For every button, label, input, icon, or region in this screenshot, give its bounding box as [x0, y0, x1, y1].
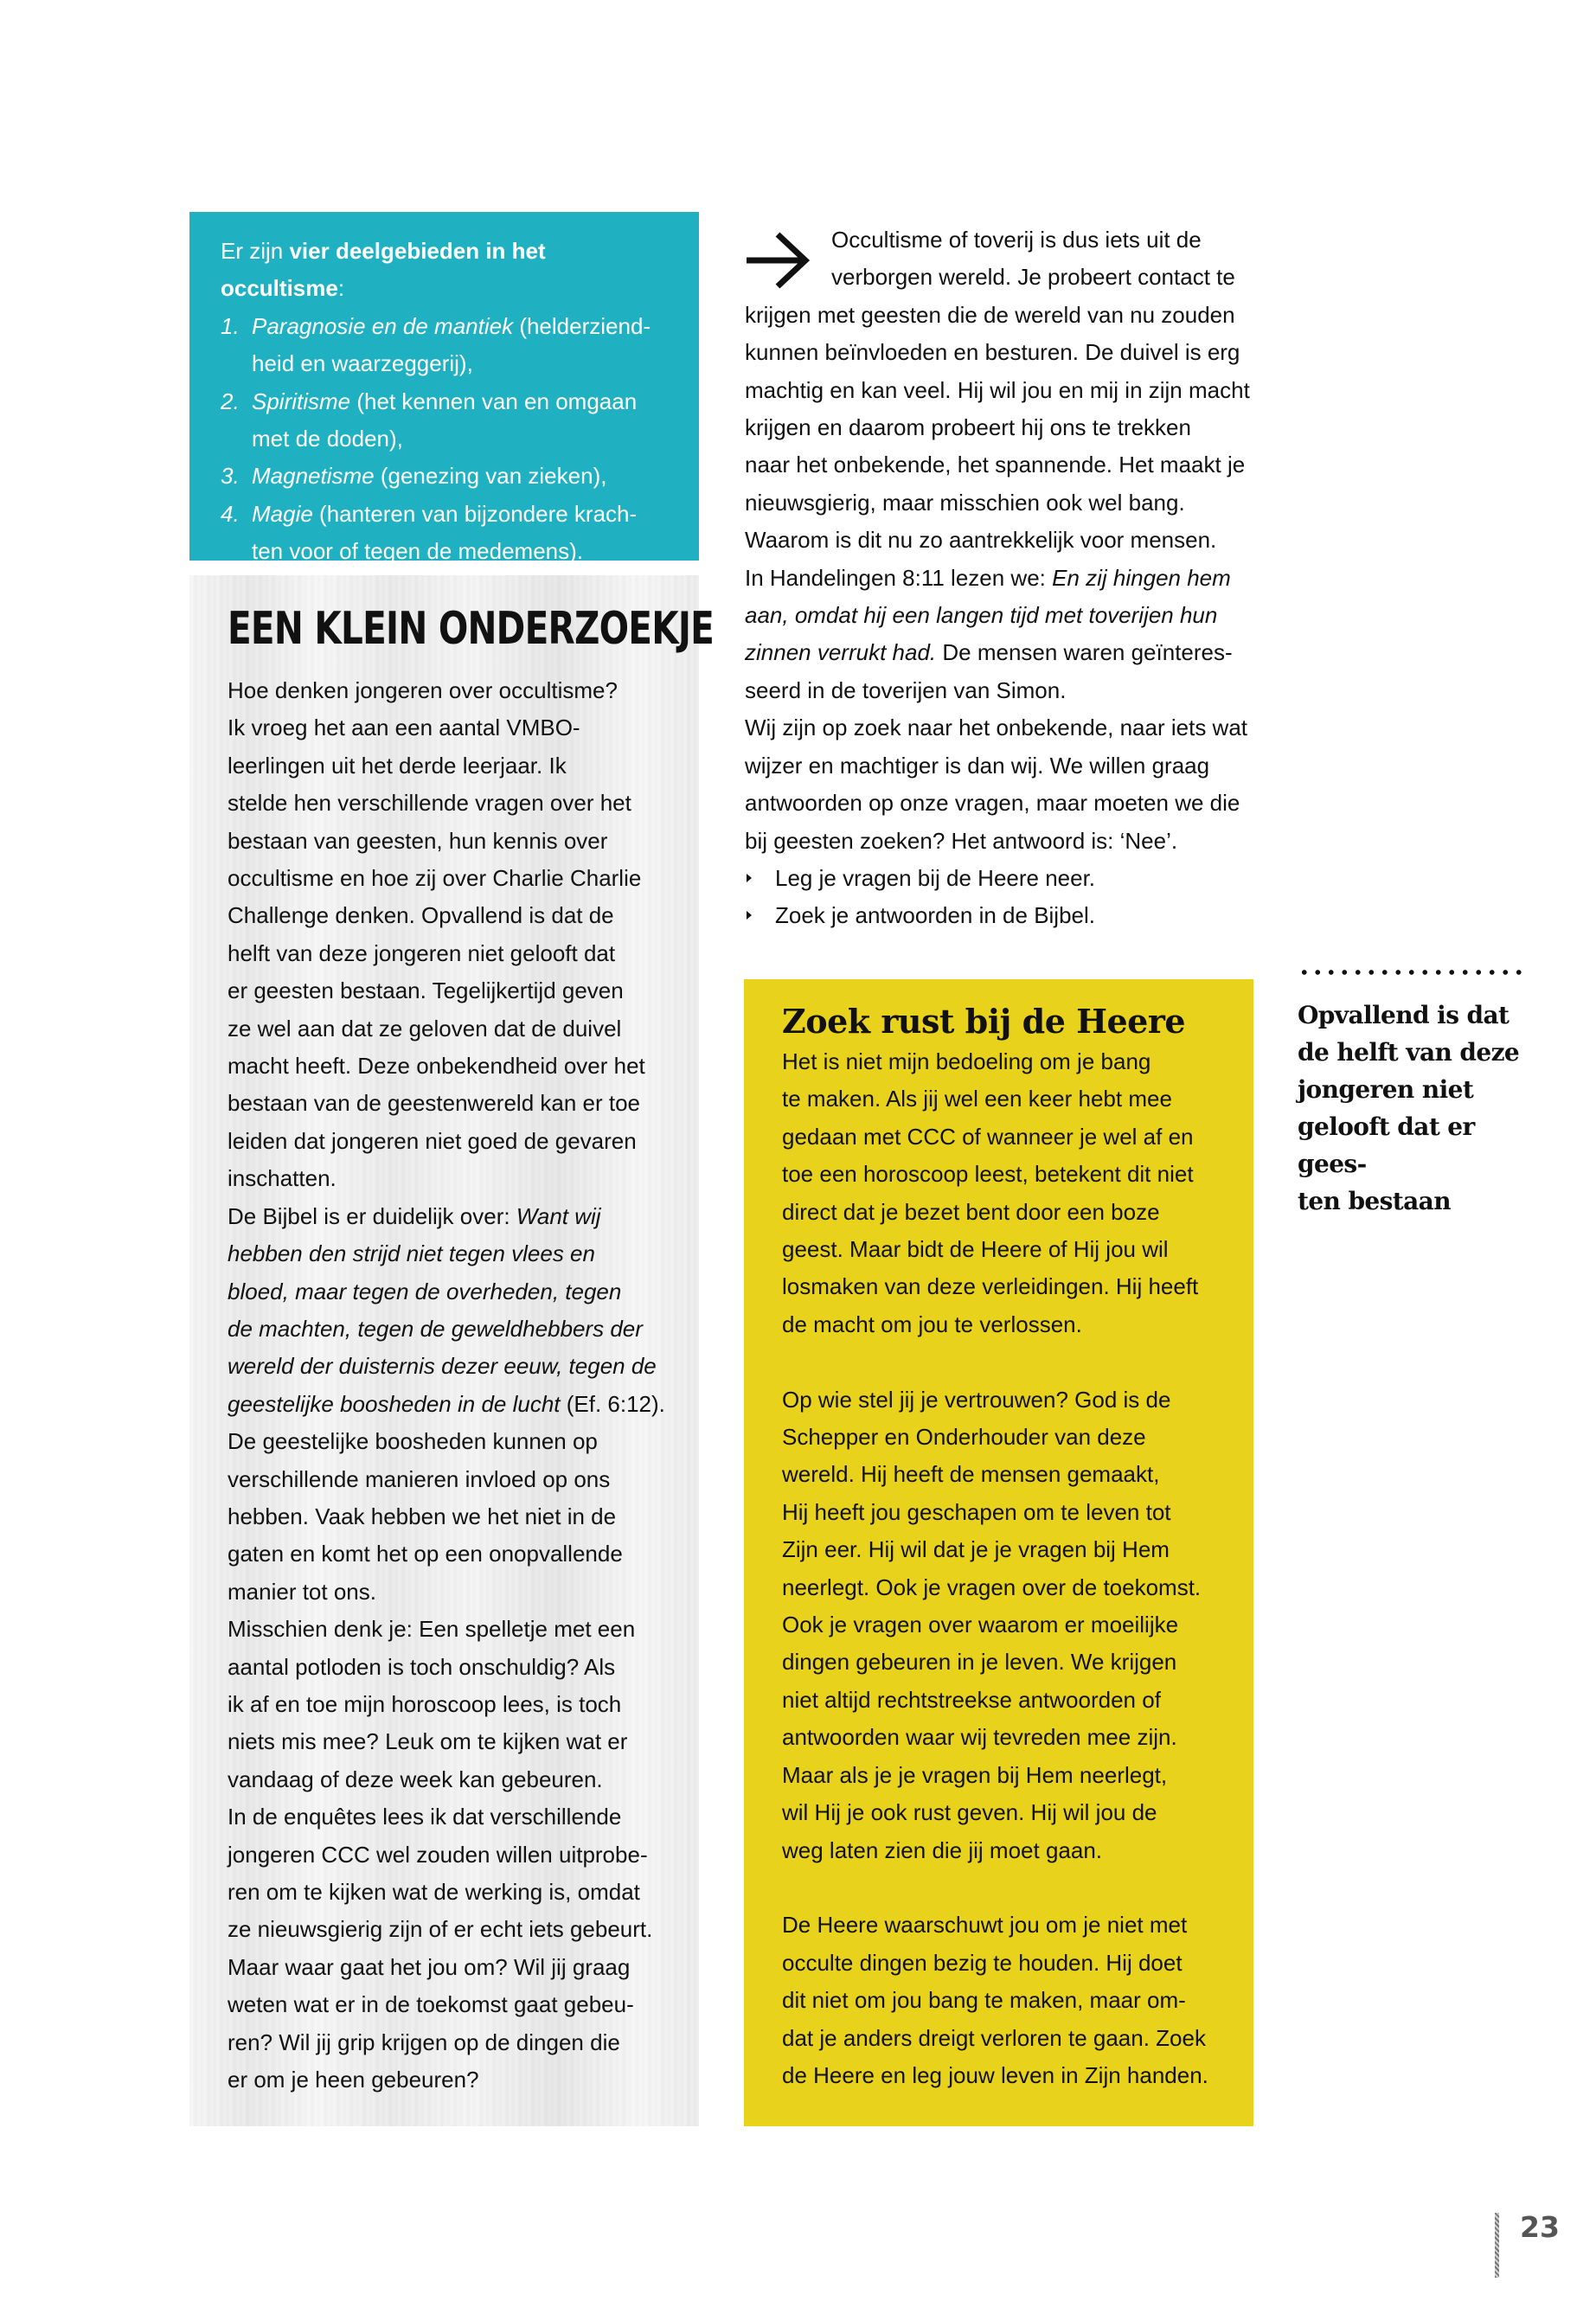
- acts-quote: En zij hingen hem: [1052, 564, 1231, 591]
- bullet-triangle-icon: [747, 874, 752, 882]
- advice-list: [745, 860, 1255, 935]
- occultism-areas-box: [189, 212, 699, 565]
- dotted-divider: [1298, 969, 1529, 976]
- bible-quote: Want wij: [516, 1202, 601, 1229]
- highlight-title: Zoek rust bij de Heere: [782, 1002, 1186, 1041]
- main-article-column: [745, 221, 1255, 935]
- areas-list-item: 4. Magie (hanteren van bijzondere krach- ten voor of tegen de medemens).: [221, 500, 638, 565]
- bullet-triangle-icon: [747, 911, 752, 920]
- areas-intro-bold: vier deelgebieden in het occultisme: [221, 238, 546, 302]
- highlight-paragraph: Op wie stel jij je vertrouwen? God is de Schepper en Onderhouder van deze wereld. Hij heeft de mensen gemaakt, Hij heeft jou geschapen om te leven tot Zijn eer. Hij wil dat je je vragen bij Hem neerlegt. Ook je vragen over de toekomst. Ook je vragen over waarom er moeilijke dingen gebeuren in je leven. We krijgen niet altijd rechtstreekse antwoorden of antwoorden waar wij tevreden mee zijn. Maar als je je vragen bij Hem neerlegt, wil Hij je ook rust geven. Hij wil jou de weg laten zien die jij moet gaan.: [782, 1386, 1202, 1863]
- areas-list-item: 3. Magnetisme (genezing van zieken),: [221, 463, 607, 490]
- article-body: krijgen met geesten die de wereld van nu zouden kunnen beïnvloeden en besturen. De duivel is erg machtig en kan veel. Hij wil jou en mij in zijn macht krijgen en daarom probeert hij ons te trekken naar het onbekende, het spannende. Het maakt je nieuwsgierig, maar misschien ook wel bang. Waarom is dit nu zo aantrekkelijk voor mensen. In Handelingen 8:11 lezen we: En zij hingen hem aan, omdat hij een langen tijd met toverijen hun zinnen verrukt had. De mensen waren geïnteres- seerd in de toverijen van Simon. Wij zijn op zoek naar het onbekende, naar iets wat wijzer en machtiger is dan wij. We willen graag antwoorden op onze vragen, maar moeten we die bij geesten zoeken? Het antwoord is: ‘Nee’.: [745, 301, 1250, 854]
- article-intro: Occultisme of toverij is dus iets uit de verborgen wereld. Je probeert contact te: [831, 227, 1235, 291]
- pull-quote-text: Opvallend is dat de helft van deze jongeren niet gelooft dat er gees- ten bestaan: [1298, 1001, 1520, 1215]
- page-number-rule: [1495, 2213, 1499, 2278]
- research-title: EEN KLEIN ONDERZOEKJE: [228, 603, 715, 655]
- areas-intro: Er zijn vier deelgebieden in het occultisme:: [221, 238, 546, 302]
- areas-list-item: 1. Paragnosie en de mantiek (helderziend- heid en waarzeggerij),: [221, 312, 651, 377]
- rest-in-the-lord-box: [744, 979, 1253, 2126]
- advice-item: Zoek je antwoorden in de Bijbel.: [745, 897, 1255, 934]
- arrow-right-icon: [745, 230, 812, 291]
- pull-quote: [1298, 969, 1540, 1220]
- advice-item: Leg je vragen bij de Heere neer.: [745, 860, 1255, 897]
- highlight-paragraph: De Heere waarschuwt jou om je niet met occulte dingen bezig te houden. Hij doet dit niet om jou bang te maken, maar om- dat je anders dreigt verloren te gaan. Zoek de Heere en leg jouw leven in Zijn handen.: [782, 1912, 1208, 2088]
- areas-list: [221, 308, 673, 571]
- research-box: [189, 575, 715, 2126]
- areas-list-item: 2. Spiritisme (het kennen van en omgaan met de doden),: [221, 388, 638, 452]
- bible-reference: (Ef. 6:12).: [560, 1390, 665, 1417]
- research-body: Hoe denken jongeren over occultisme? Ik vroeg het aan een aantal VMBO- leerlingen uit het derde leerjaar. Ik stelde hen verschillende vragen over het bestaan van geesten, hun kennis over occultisme en hoe zij over Charlie Charlie Challenge denken. Opvallend is dat de helft van deze jongeren niet gelooft dat er geesten bestaan. Tegelijkertijd geven ze wel aan dat ze geloven dat de duivel macht heeft. Deze onbekendheid over het bestaan van de geestenwereld kan er toe leiden dat jongeren niet goed de gevaren inschatten. De Bijbel is er duidelijk over: Want wij hebben den strijd niet tegen vlees en bloed, maar tegen de overheden, tegen de machten, tegen de geweldhebbers der wereld der duisternis dezer eeuw, tegen de geestelijke boosheden in de lucht (Ef. 6:12). De geestelijke boosheden kunnen op verschillende manieren invloed op ons hebben. Vaak hebben we het niet in de gaten en komt het op een onopvallende manier tot ons. Misschien denk je: Een spelletje met een aantal potloden is toch onschuldig? Als ik af en toe mijn horoscoop lees, is toch niets mis mee? Leuk om te kijken wat er vandaag of deze week kan gebeuren. In de enquêtes lees ik dat verschillende jongeren CCC wel zouden willen uitprobe- ren om te kijken wat de werking is, omdat ze nieuwsgierig zijn of er echt iets gebeurt. Maar waar gaat het jou om? Wil jij graag weten wat er in de toekomst gaat gebeu- ren? Wil jij grip krijgen op de dingen die er om je heen gebeuren?: [228, 677, 665, 2093]
- highlight-paragraph: Het is niet mijn bedoeling om je bang te maken. Als jij wel een keer hebt mee gedaan met CCC of wanneer je wel af en toe een horoscoop leest, betekent dit niet direct dat je bezet bent door een boze geest. Maar bidt de Heere of Hij jou wil losmaken van deze verleidingen. Hij heeft de macht om jou te verlossen.: [782, 1048, 1199, 1337]
- page-number: 23: [1520, 2210, 1560, 2244]
